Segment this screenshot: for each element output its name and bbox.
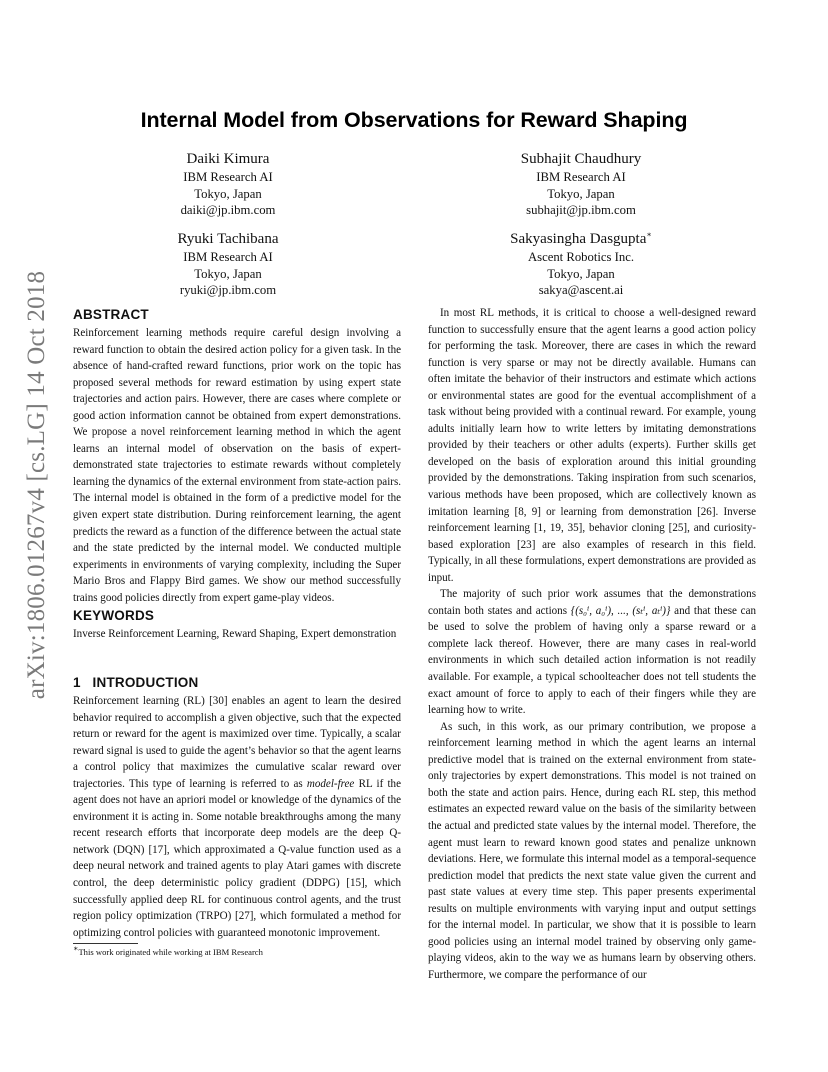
author-email: ryuki@jp.ibm.com [179, 283, 277, 297]
body-paragraph: In most RL methods, it is critical to choose a well-designed reward function to successfully ensure that the agent learns a good action policy for performing the task. Moreover, there are cases in which the reward function is very sparse or may not be directly available. Humans can often imitate the behavior of their instructors and estimate which actions or environmental states are good for the eventual accomplishment of a task without being provided with a continual reward. For example, young adults initially learn how to write letters by imitating demonstrations provided by their teachers or other adults (experts). Further skills get developed on the basis of exploration around this initial grounding provided by the demonstrations. Taking inspiration from such scenarios, various methods have been proposed, which are collectively known as imitation learning [8, 9] or learning from demonstration [26]. Inverse reinforcement learning [1, 19, 35], behavior cloning [25], and curiosity-based exploration [23] are also examples of research in this field. Typically, in all these formulations, expert demonstrations are provided as input. [428, 307, 756, 584]
footnote [73, 946, 403, 958]
author-footnote-marker: ∗ [646, 230, 652, 239]
footnote-marker: ∗ [73, 944, 79, 954]
introduction-paragraph: Reinforcement learning (RL) [30] enables an agent to learn the desired behavior required to accomplish a given objective, such that the expected return or reward for the agent is maximized over time. Typically, a scalar reward signal is used to guide the agent’s behavior so that the agent learns a control policy that maximizes the cumulative scalar reward over trajectories. This type of learning is referred to as model-free RL if the agent does not have an apriori model or knowledge of the dynamics of the environment it is acting in. Some notable breakthroughs among the many recent research efforts that incorporate deep models are the deep Q-network (DQN) [17], which approximated a Q-value function used as a deep neural network and trained agents to play Atari games with discrete control, the deep deterministic policy gradient (DDPG) [15], which successfully applied deep RL for continuous control agents, and the trust region policy optimization (TRPO) [27], which formulated a method for optimizing control policies with guaranteed monotonic improvement. [73, 695, 401, 939]
abstract-text [73, 325, 401, 606]
author-affiliation: Ascent Robotics Inc. [527, 250, 635, 264]
author-block-2 [431, 149, 731, 219]
author-location: Tokyo, Japan [547, 186, 615, 201]
demonstration-set-formula: {(s₀ⁱ, a₀ⁱ), ..., (sₜⁱ, aₜⁱ)} [570, 604, 671, 617]
author-affiliation: IBM Research AI [536, 170, 626, 184]
author-block-4 [431, 229, 731, 299]
footnote-text: This work originated while working at IBM Research [78, 947, 263, 957]
footnote-rule [73, 943, 138, 944]
body-paragraph: As such, in this work, as our primary contribution, we propose a reinforcement learning method in which the agent learns an internal predictive model that is trained on the external environment from state-only trajectories by expert demonstrations. This model is not trained on both the state and action pairs. Hence, during each RL step, this method estimates an expected reward value on the basis of the similarity between the actual and predicted state values by the internal model. Therefore, the agent must learn to reward known good states and penalize unknown deviations. Here, we formulate this internal model as a temporal-sequence prediction model that predicts the next state value given the current and past state values at every time step. This paper presents experimental results on multiple environments with varying input and output settings for the internal model. In particular, we show that it is possible to learn good policies using an internal model trained by observing only game-playing videos, akin to the way we as humans learn by observing others. Furthermore, we compare the performance of our [428, 720, 756, 981]
author-email: subhajit@jp.ibm.com [526, 203, 636, 217]
abstract-heading: ABSTRACT [73, 307, 149, 322]
keywords-text [73, 626, 401, 643]
author-block-3 [78, 229, 378, 299]
keywords-list: Inverse Reinforcement Learning, Reward Shaping, Expert demonstration [73, 628, 397, 640]
author-block-1 [78, 149, 378, 219]
author-affiliation: IBM Research AI [183, 250, 273, 264]
author-name: Sakyasingha Dasgupta∗ [510, 230, 652, 247]
author-name: Ryuki Tachibana [177, 231, 279, 247]
arxiv-identifier: arXiv:1806.01267v4 [cs.LG] 14 Oct 2018 [23, 270, 50, 700]
introduction-text-continued [428, 305, 756, 983]
introduction-text [73, 693, 401, 941]
author-email: sakya@ascent.ai [538, 283, 624, 297]
author-affiliation: IBM Research AI [183, 170, 273, 184]
author-location: Tokyo, Japan [194, 266, 262, 281]
body-paragraph: The majority of such prior work assumes that the demonstrations contain both states and actions {(s₀ⁱ, a₀ⁱ), ..., (sₜⁱ, aₜⁱ)} and that these can be used to solve the problem of having only a sparse reward or a complete lack thereof. However, there are many cases in real-world environments in which such detailed action information is not readily available. For example, a typical schoolteacher does not tell students the exact amount of force to apply to each of their fingers while they are learning how to write. [428, 588, 757, 717]
emphasis-model-free: model-free [306, 777, 355, 790]
author-name: Subhajit Chaudhury [520, 151, 642, 167]
author-location: Tokyo, Japan [547, 266, 615, 281]
author-location: Tokyo, Japan [194, 186, 262, 201]
paper-title: Internal Model from Observations for Reward Shaping [140, 108, 688, 132]
introduction-heading: 1 INTRODUCTION [73, 675, 199, 690]
keywords-heading: KEYWORDS [73, 608, 155, 623]
abstract-paragraph: Reinforcement learning methods require careful design involving a reward function to obtain the desired action policy for a given task. In the absence of hand-crafted reward functions, prior work on the topic has proposed several methods for reward estimation by using expert state trajectories and action pairs. However, there are cases where complete or good action information cannot be obtained from expert demonstrations. We propose a novel reinforcement learning method in which the agent learns an internal model of observation on the basis of expert-demonstrated state trajectories to estimate rewards without completely learning the dynamics of the external environment from state-action pairs. The internal model is obtained in the form of a predictive model for the given expert state distribution. During reinforcement learning, the agent predicts the reward as a function of the difference between the actual state and the state predicted by the internal model. We conducted multiple experiments in environments of varying complexity, including the Super Mario Bros and Flappy Bird games. We show our method successfully trains good policies directly from expert game-play videos. [73, 327, 401, 604]
author-email: daiki@jp.ibm.com [180, 203, 276, 217]
author-name: Daiki Kimura [186, 151, 270, 167]
